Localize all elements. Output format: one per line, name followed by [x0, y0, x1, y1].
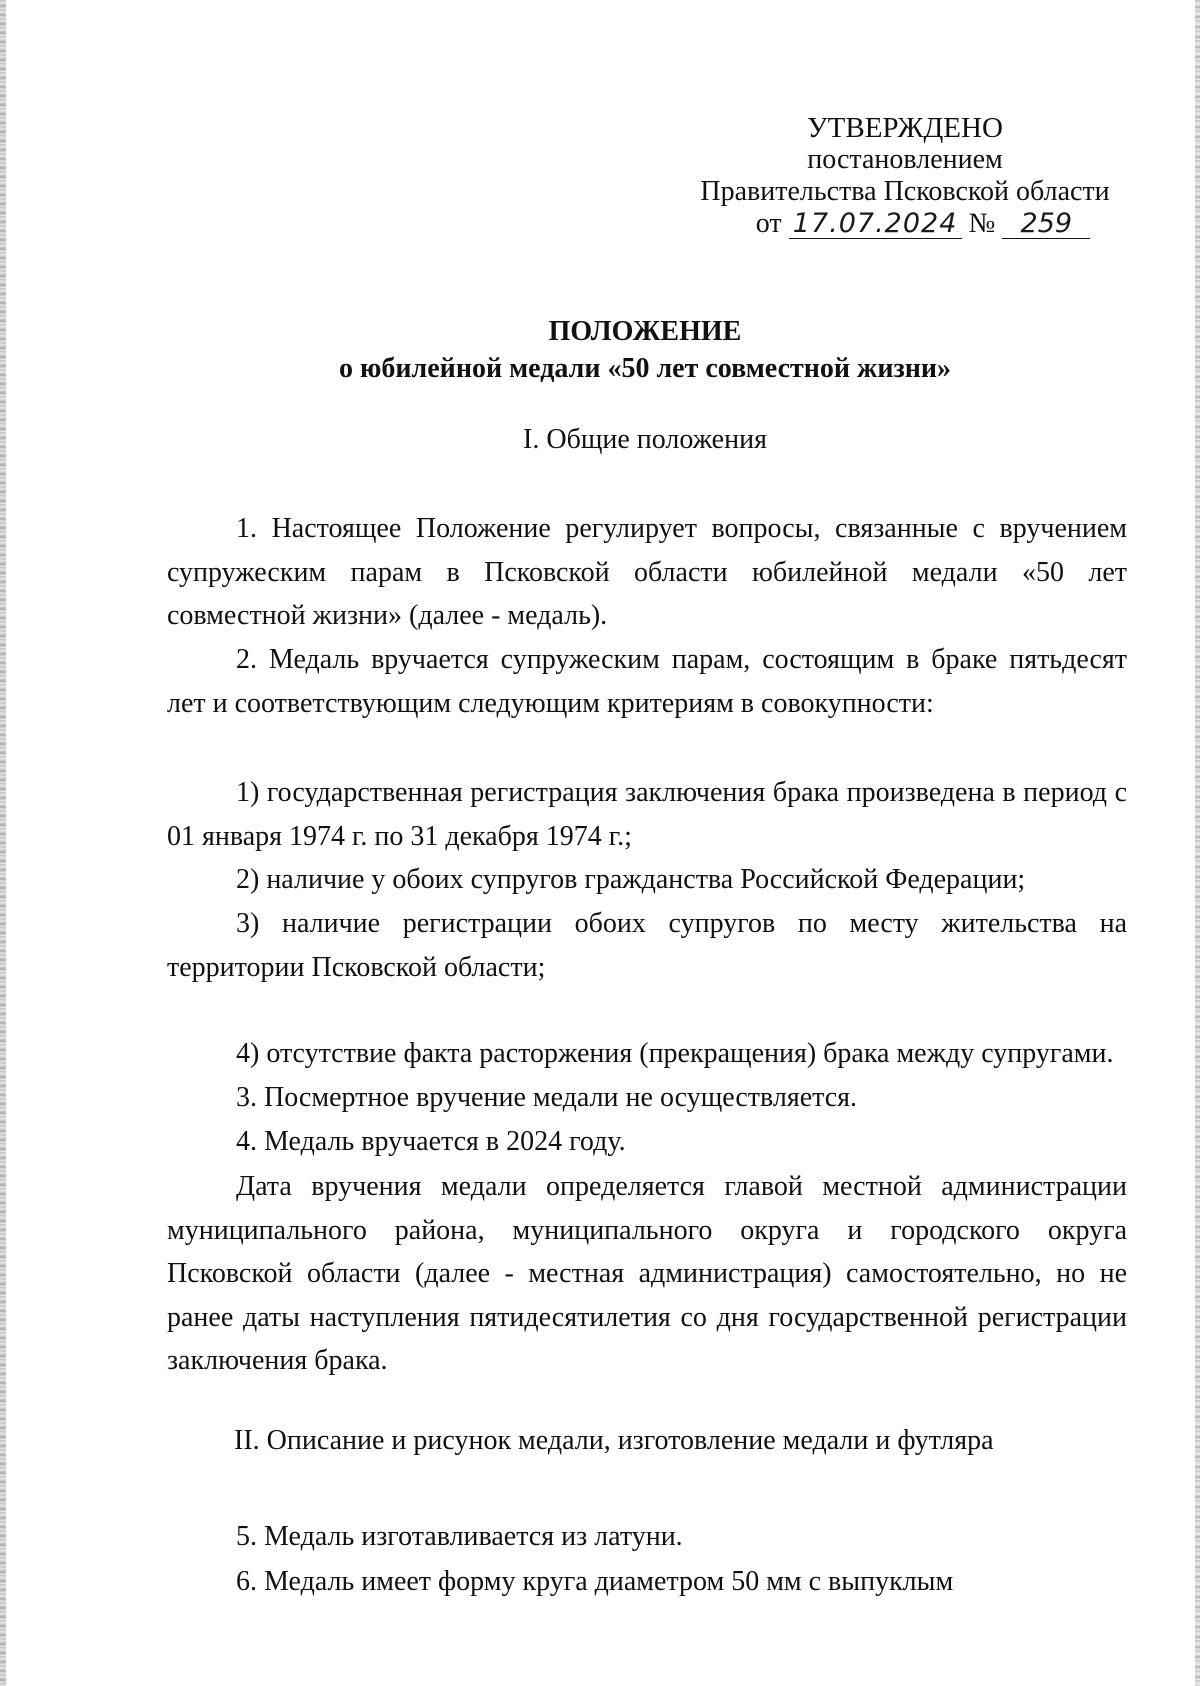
paragraph: 1) государственная регистрация заключения брака произведена в период с 01 января 1974 г. по 31 декабря 1974 г.; — [167, 777, 1127, 852]
paragraph: 5. Медаль изготавливается из латуни. — [236, 1521, 683, 1552]
document-title: ПОЛОЖЕНИЕ — [548, 316, 742, 347]
approval-date-line — [698, 208, 1148, 240]
section-heading-2: II. Описание и рисунок медали, изготовление медали и футляра — [234, 1425, 994, 1456]
approval-block — [680, 112, 1130, 240]
document-subtitle: о юбилейной медали «50 лет совместной жизни» — [339, 353, 951, 384]
section-heading-1: I. Общие положения — [523, 424, 767, 455]
approval-line-2: Правительства Псковской области — [700, 176, 1110, 207]
paragraph: 6. Медаль имеет форму круга диаметром 50 мм с выпуклым — [236, 1566, 954, 1597]
paragraph: 3. Посмертное вручение медали не осуществляется. — [236, 1082, 858, 1113]
paragraph: 4) отсутствие факта расторжения (прекращения) брака между супругами. — [236, 1038, 1114, 1069]
paragraph: 1. Настоящее Положение регулирует вопросы, связанные с вручением супружеским парам в Псковской области юбилейной медали «50 лет совместной жизни» (далее - медаль). — [167, 513, 1127, 632]
paragraph: 3) наличие регистрации обоих супругов по месту жительства на территории Псковской области; — [167, 908, 1127, 983]
handwritten-date: 17.07.2024 — [789, 210, 962, 239]
scan-edge-left — [0, 0, 6, 1686]
handwritten-number: 259 — [1002, 210, 1090, 239]
paragraph: 2) наличие у обоих супругов гражданства Российской Федерации; — [236, 864, 1026, 895]
document-title-block — [0, 313, 1200, 387]
scan-edge-right — [1195, 0, 1200, 1686]
approval-line-1: постановлением — [807, 144, 1003, 175]
paragraph: Дата вручения медали определяется главой местной администрации муниципального района, муниципального округа и городского округа Псковской области (далее - местная администрация) самостоятельно, но не ранее даты наступления пятидесятилетия со дня государственной регистрации заключения брака. — [167, 1171, 1127, 1377]
paragraph: 2. Медаль вручается супружеским парам, состоящим в браке пятьдесят лет и соответствующим следующим критериям в совокупности: — [167, 644, 1127, 719]
number-sign: № — [968, 208, 996, 239]
paragraph: 4. Медаль вручается в 2024 году. — [236, 1126, 626, 1157]
date-prefix: от — [755, 208, 782, 239]
approval-title: УТВЕРЖДЕНО — [807, 112, 1003, 144]
